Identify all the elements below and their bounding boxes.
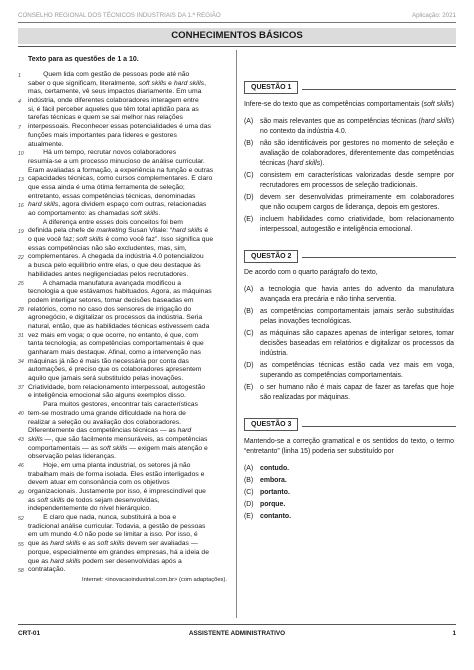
text-line bbox=[18, 271, 231, 280]
text-line bbox=[18, 71, 231, 80]
question-stem: Mantendo-se a correção gramatical e os sentidos do texto, o termo “entretanto” (linha 15) poderia ser substituído por bbox=[244, 437, 454, 455]
line-text: natural, então, que as habilidades técnicas estivessem cada bbox=[28, 322, 210, 330]
page-header bbox=[18, 12, 456, 22]
header-rule bbox=[18, 22, 456, 23]
line-text: relatórios, como no caso dos sensores de irrigação do bbox=[28, 305, 192, 313]
line-text: interpessoais. Reconhecer essas potencialidades é uma das bbox=[28, 123, 211, 131]
text-line bbox=[18, 505, 231, 514]
text-line bbox=[18, 288, 231, 297]
text-line bbox=[18, 375, 231, 384]
answer-option bbox=[244, 500, 454, 510]
text-line bbox=[18, 523, 231, 532]
text-line bbox=[18, 314, 231, 323]
line-text: Hoje, em uma planta industrial, os setores já não bbox=[28, 461, 191, 469]
line-text: indústria, onde diferentes colaboradores interagem entre bbox=[28, 97, 199, 105]
line-text: vez mais em voga; o que ocorre, no entanto, é que, com bbox=[28, 331, 199, 339]
answer-option bbox=[244, 383, 454, 403]
option-letter: (E) bbox=[244, 512, 254, 520]
text-line bbox=[18, 227, 231, 236]
line-text: A diferença entre esses dois conceitos foi bem bbox=[28, 218, 183, 226]
answer-option bbox=[244, 361, 454, 381]
line-text: resumia-se a um processo minucioso de análise curricular. bbox=[28, 157, 205, 165]
line-text: independentemente do nível hierárquico. bbox=[28, 505, 152, 513]
text-line bbox=[18, 97, 231, 106]
option-letter: (D) bbox=[244, 193, 254, 201]
option-letter: (B) bbox=[244, 308, 254, 315]
line-text: ao comportamento: as chamadas soft skills. bbox=[28, 210, 161, 217]
option-text: são mais relevantes que as competências técnicas (hard skills) no contexto da indústria 4.0. bbox=[260, 117, 454, 135]
text-line bbox=[18, 262, 231, 271]
line-text: que as hard skills e as soft skills devem ser avaliadas — bbox=[28, 540, 198, 548]
text-line bbox=[18, 497, 231, 506]
option-text: contudo. bbox=[260, 464, 290, 472]
questions-column bbox=[242, 76, 456, 616]
text-line bbox=[18, 253, 231, 262]
line-text: agronegócio, e digitalizar os processos da indústria. Seria bbox=[28, 314, 203, 322]
column-divider bbox=[236, 50, 237, 618]
line-text: Diferentemente das competências técnicas — as hard bbox=[28, 427, 192, 435]
text-line bbox=[18, 549, 231, 558]
exam-code: CRT-01 bbox=[18, 630, 41, 637]
line-text: ganharam mais destaque. Afinal, como a intervenção nas bbox=[28, 349, 202, 356]
line-text: organizacionais. Justamente por isso, é imprescindível que bbox=[28, 488, 206, 495]
option-text: incluem habilidades como criatividade, bom relacionamento interpessoal, autogestão e inteligência emocional. bbox=[260, 215, 454, 233]
line-text: trabalham mais de forma isolada. Eles estão interligados e bbox=[28, 470, 205, 478]
option-letter: (A) bbox=[244, 117, 254, 125]
text-line bbox=[18, 453, 231, 462]
line-text: observação pelas lideranças. bbox=[28, 453, 117, 461]
line-text: devem atuar em consonância com os objetivos bbox=[28, 479, 170, 487]
answer-options bbox=[244, 285, 454, 403]
line-text: tanta tecnologia, as competências comportamentais é que bbox=[28, 340, 204, 348]
option-text: as máquinas são capazes apenas de interligar setores, tomar decisões baseadas em relatórios e digitalizar os processos da indústria. bbox=[260, 330, 454, 357]
answer-option bbox=[244, 139, 454, 169]
option-text: a tecnologia que havia antes do advento da manufatura avançada era precária e não tinha serventia. bbox=[260, 286, 454, 303]
text-line bbox=[18, 245, 231, 254]
option-letter: (C) bbox=[244, 488, 254, 496]
option-letter: (E) bbox=[244, 215, 254, 223]
text-line bbox=[18, 141, 231, 150]
text-line bbox=[18, 280, 231, 289]
text-line bbox=[18, 219, 231, 228]
text-line bbox=[18, 306, 231, 315]
text-line bbox=[18, 358, 231, 367]
line-number: 13 bbox=[18, 176, 24, 183]
line-number: 55 bbox=[18, 541, 24, 548]
text-line bbox=[18, 445, 231, 454]
text-line bbox=[18, 80, 231, 89]
option-letter: (D) bbox=[244, 362, 254, 369]
organization-name: CONSELHO REGIONAL DOS TÉCNICOS INDUSTRIAIS DA 1.ª REGIÃO bbox=[18, 12, 221, 19]
answer-option bbox=[244, 193, 454, 213]
text-line bbox=[18, 114, 231, 123]
question-rule bbox=[302, 426, 456, 427]
line-text: porque, especialmente em grandes empresas, há a ideia de bbox=[28, 548, 209, 556]
text-line bbox=[18, 410, 231, 419]
question-block bbox=[242, 76, 456, 235]
option-text: portanto. bbox=[260, 488, 290, 496]
text-line bbox=[18, 488, 231, 497]
text-heading: Texto para as questões de 1 a 10. bbox=[28, 56, 139, 63]
line-text: o que você faz; soft skills é como você faz”. Isso significa que bbox=[28, 236, 214, 244]
text-line bbox=[18, 175, 231, 184]
answer-option bbox=[244, 329, 454, 359]
text-line bbox=[18, 323, 231, 332]
line-text: essas competências não são excludentes, mas, sim, bbox=[28, 244, 187, 252]
text-line bbox=[18, 419, 231, 428]
line-number: 28 bbox=[18, 307, 24, 314]
option-letter: (B) bbox=[244, 476, 254, 484]
answer-option bbox=[244, 488, 454, 498]
text-line bbox=[18, 132, 231, 141]
question-stem: Infere-se do texto que as competências comportamentais (soft skills) bbox=[244, 100, 454, 108]
option-text: as competências técnicas estão cada vez mais em voga, superando as competências comportamentais. bbox=[260, 362, 454, 379]
question-stem: De acordo com o quarto parágrafo do texto, bbox=[244, 269, 378, 276]
answer-option bbox=[244, 476, 454, 486]
line-text: Eram avaliadas a formação, a experiência na função e outras bbox=[28, 166, 214, 174]
option-text: embora. bbox=[260, 476, 287, 484]
answer-option bbox=[244, 464, 454, 474]
text-line bbox=[18, 158, 231, 167]
line-number: 37 bbox=[18, 385, 24, 392]
text-line bbox=[18, 384, 231, 393]
line-number: 4 bbox=[18, 98, 21, 105]
text-line bbox=[18, 210, 231, 219]
text-line bbox=[18, 88, 231, 97]
text-line bbox=[18, 349, 231, 358]
option-text: as competências comportamentais jamais serão substituídas pelas inovações tecnológicas. bbox=[260, 308, 454, 325]
answer-options bbox=[244, 464, 454, 522]
application-year: Aplicação: 2021 bbox=[411, 12, 456, 19]
line-text: si, é fácil perceber aqueles que têm total aptidão para as bbox=[28, 105, 199, 113]
line-number: 25 bbox=[18, 281, 24, 287]
line-text: máquinas já não é mais tão necessária por conta das bbox=[28, 357, 189, 365]
line-text: automações, é preciso que os colaboradores apresentem bbox=[28, 366, 202, 374]
question-label: QUESTÃO 2 bbox=[244, 250, 298, 263]
line-number: 58 bbox=[18, 567, 24, 574]
line-text: comportamentais — as soft skills — exigem mais atenção e bbox=[28, 444, 208, 452]
text-line bbox=[18, 366, 231, 375]
option-text: não são identificáveis por gestores no momento de seleção e avaliação de colaboradores, diferentemente das competências técnicas (hard skills). bbox=[260, 139, 454, 167]
line-text: que essa ainda é uma ótima ferramenta de seleção; bbox=[28, 183, 185, 191]
line-text: tradicional análise curricular. Todavia, a gestão de pessoas bbox=[28, 522, 206, 530]
text-line bbox=[18, 297, 231, 306]
line-text: as soft skills de todos sejam desenvolvidas, bbox=[28, 496, 160, 504]
line-text: Criatividade, bom relacionamento interpessoal, autogestão bbox=[28, 383, 206, 391]
question-label: QUESTÃO 3 bbox=[244, 418, 298, 431]
option-text: contanto. bbox=[260, 512, 292, 520]
answer-option bbox=[244, 285, 454, 305]
option-letter: (E) bbox=[244, 384, 254, 391]
line-text: entretanto, essas competências técnicas, denominadas bbox=[28, 192, 196, 200]
line-number: 43 bbox=[18, 437, 24, 444]
line-number: 19 bbox=[18, 228, 24, 235]
text-line bbox=[18, 236, 231, 245]
text-line bbox=[18, 106, 231, 115]
option-letter: (D) bbox=[244, 500, 254, 508]
line-text: saber o que significam, literalmente, soft skills e hard skills, bbox=[28, 79, 206, 87]
text-line bbox=[18, 193, 231, 202]
text-line bbox=[18, 184, 231, 193]
line-text: funções mais importantes para líderes e gestores bbox=[28, 131, 177, 139]
text-line bbox=[18, 558, 231, 567]
line-number: 22 bbox=[18, 254, 24, 261]
answer-option bbox=[244, 307, 454, 327]
text-line bbox=[18, 201, 231, 210]
line-number: 34 bbox=[18, 359, 24, 366]
line-text: atualmente. bbox=[28, 140, 64, 148]
line-number: 10 bbox=[18, 150, 24, 157]
line-text: tarefas técnicas e quem se sai melhor nas relações bbox=[28, 114, 183, 122]
line-text: e inteligência emocional são alguns exemplos disso. bbox=[28, 392, 186, 400]
text-line bbox=[18, 427, 231, 436]
job-title: ASSISTENTE ADMINISTRATIVO bbox=[188, 630, 286, 637]
text-line bbox=[18, 531, 231, 540]
line-text: Para muitos gestores, encontrar tais características bbox=[28, 401, 198, 409]
reading-text-column bbox=[18, 52, 231, 614]
text-line bbox=[18, 471, 231, 480]
line-text: Há um tempo, recrutar novos colaboradores bbox=[28, 149, 177, 157]
option-letter: (C) bbox=[244, 330, 254, 337]
text-line bbox=[18, 540, 231, 549]
line-text: aquilo que jamais será substituído pelas inovações. bbox=[28, 375, 184, 383]
text-line bbox=[18, 332, 231, 341]
line-text: em um mundo 4.0 não pode se limitar a isso. Por isso, é bbox=[28, 531, 198, 539]
line-text: É claro que nada, nunca, substituirá a boa e bbox=[28, 514, 177, 522]
option-letter: (A) bbox=[244, 464, 254, 472]
line-number: 1 bbox=[18, 72, 21, 79]
text-line bbox=[18, 462, 231, 471]
line-text: skills —, que são facilmente mensuráveis, as competências bbox=[28, 435, 208, 443]
text-line bbox=[18, 340, 231, 349]
text-line bbox=[18, 392, 231, 401]
text-line bbox=[18, 514, 231, 523]
answer-option bbox=[244, 171, 454, 191]
line-text: habilidades antes negligenciadas pelos recrutadores. bbox=[28, 270, 189, 278]
line-text: podem interligar setores, tomar decisões baseadas em bbox=[28, 296, 194, 304]
question-rule bbox=[302, 89, 456, 90]
text-line bbox=[18, 401, 231, 410]
text-line bbox=[18, 479, 231, 488]
answer-option bbox=[244, 215, 454, 235]
text-line bbox=[18, 123, 231, 132]
line-text: tem-se mostrado uma grande dificuldade na hora de bbox=[28, 409, 186, 417]
question-block bbox=[242, 245, 456, 404]
text-line bbox=[18, 149, 231, 158]
text-source: Internet: <inovacaoindustrial.com.br> (com adaptações). bbox=[82, 576, 227, 583]
line-number: 49 bbox=[18, 489, 24, 496]
line-text: definida pela chefe de marketing Susan Vitale: “hard skills é bbox=[28, 227, 209, 235]
title-rule bbox=[18, 46, 456, 47]
line-number: 7 bbox=[18, 124, 21, 131]
line-text: A chamada manufatura avançada modificou a bbox=[28, 279, 182, 287]
line-number: 16 bbox=[18, 202, 24, 209]
line-text: complementares. A chegada da indústria 4.0 potencializou bbox=[28, 253, 204, 261]
line-number: 46 bbox=[18, 463, 24, 470]
text-line bbox=[18, 436, 231, 445]
option-letter: (B) bbox=[244, 139, 254, 147]
line-text: mas, certamente, vê seus impactos diariamente. Em uma bbox=[28, 88, 202, 96]
line-text: capacidades técnicas, como cursos complementares. É claro bbox=[28, 175, 213, 183]
option-text: o ser humano não é mais capaz de fazer as tarefas que hoje são realizadas por máquinas. bbox=[260, 384, 454, 401]
option-text: devem ser desenvolvidas primeiramente em colaboradores que não ocupem cargos de liderança, depois em gestores. bbox=[260, 193, 454, 211]
page-number: 1 bbox=[452, 630, 456, 637]
option-text: consistem em características valorizadas desde sempre por recrutadores em processos de seleção tradicionais. bbox=[260, 171, 454, 189]
question-rule bbox=[302, 257, 456, 258]
option-text: porque. bbox=[260, 500, 286, 508]
line-text: realizar a seleção ou avaliação dos colaboradores. bbox=[28, 418, 182, 426]
reading-text bbox=[18, 71, 231, 575]
answer-options bbox=[244, 117, 454, 235]
option-letter: (A) bbox=[244, 286, 254, 293]
footer-rule bbox=[18, 624, 456, 625]
text-line bbox=[18, 167, 231, 176]
line-text: contratação. bbox=[28, 566, 66, 574]
page-footer bbox=[18, 630, 456, 640]
line-text: que as hard skills podem ser desenvolvidas após a bbox=[28, 557, 182, 565]
line-number: 40 bbox=[18, 411, 24, 418]
text-line bbox=[18, 566, 231, 575]
question-label: QUESTÃO 1 bbox=[244, 81, 298, 94]
option-letter: (C) bbox=[244, 171, 254, 179]
section-title: CONHECIMENTOS BÁSICOS bbox=[18, 28, 456, 44]
line-number: 52 bbox=[18, 515, 24, 522]
line-text: tecnologia a que estávamos habituados. Agora, as máquinas bbox=[28, 288, 212, 296]
line-text: hard skills, agora dividem espaço com outras, relacionadas bbox=[28, 201, 207, 209]
line-number: 31 bbox=[18, 333, 24, 340]
line-text: a busca pelo equilíbrio entre elas, o que deu destaque às bbox=[28, 262, 201, 270]
line-text: Quem lida com gestão de pessoas pode até não bbox=[28, 71, 190, 78]
question-block bbox=[242, 413, 456, 522]
answer-option bbox=[244, 512, 454, 522]
answer-option bbox=[244, 117, 454, 137]
